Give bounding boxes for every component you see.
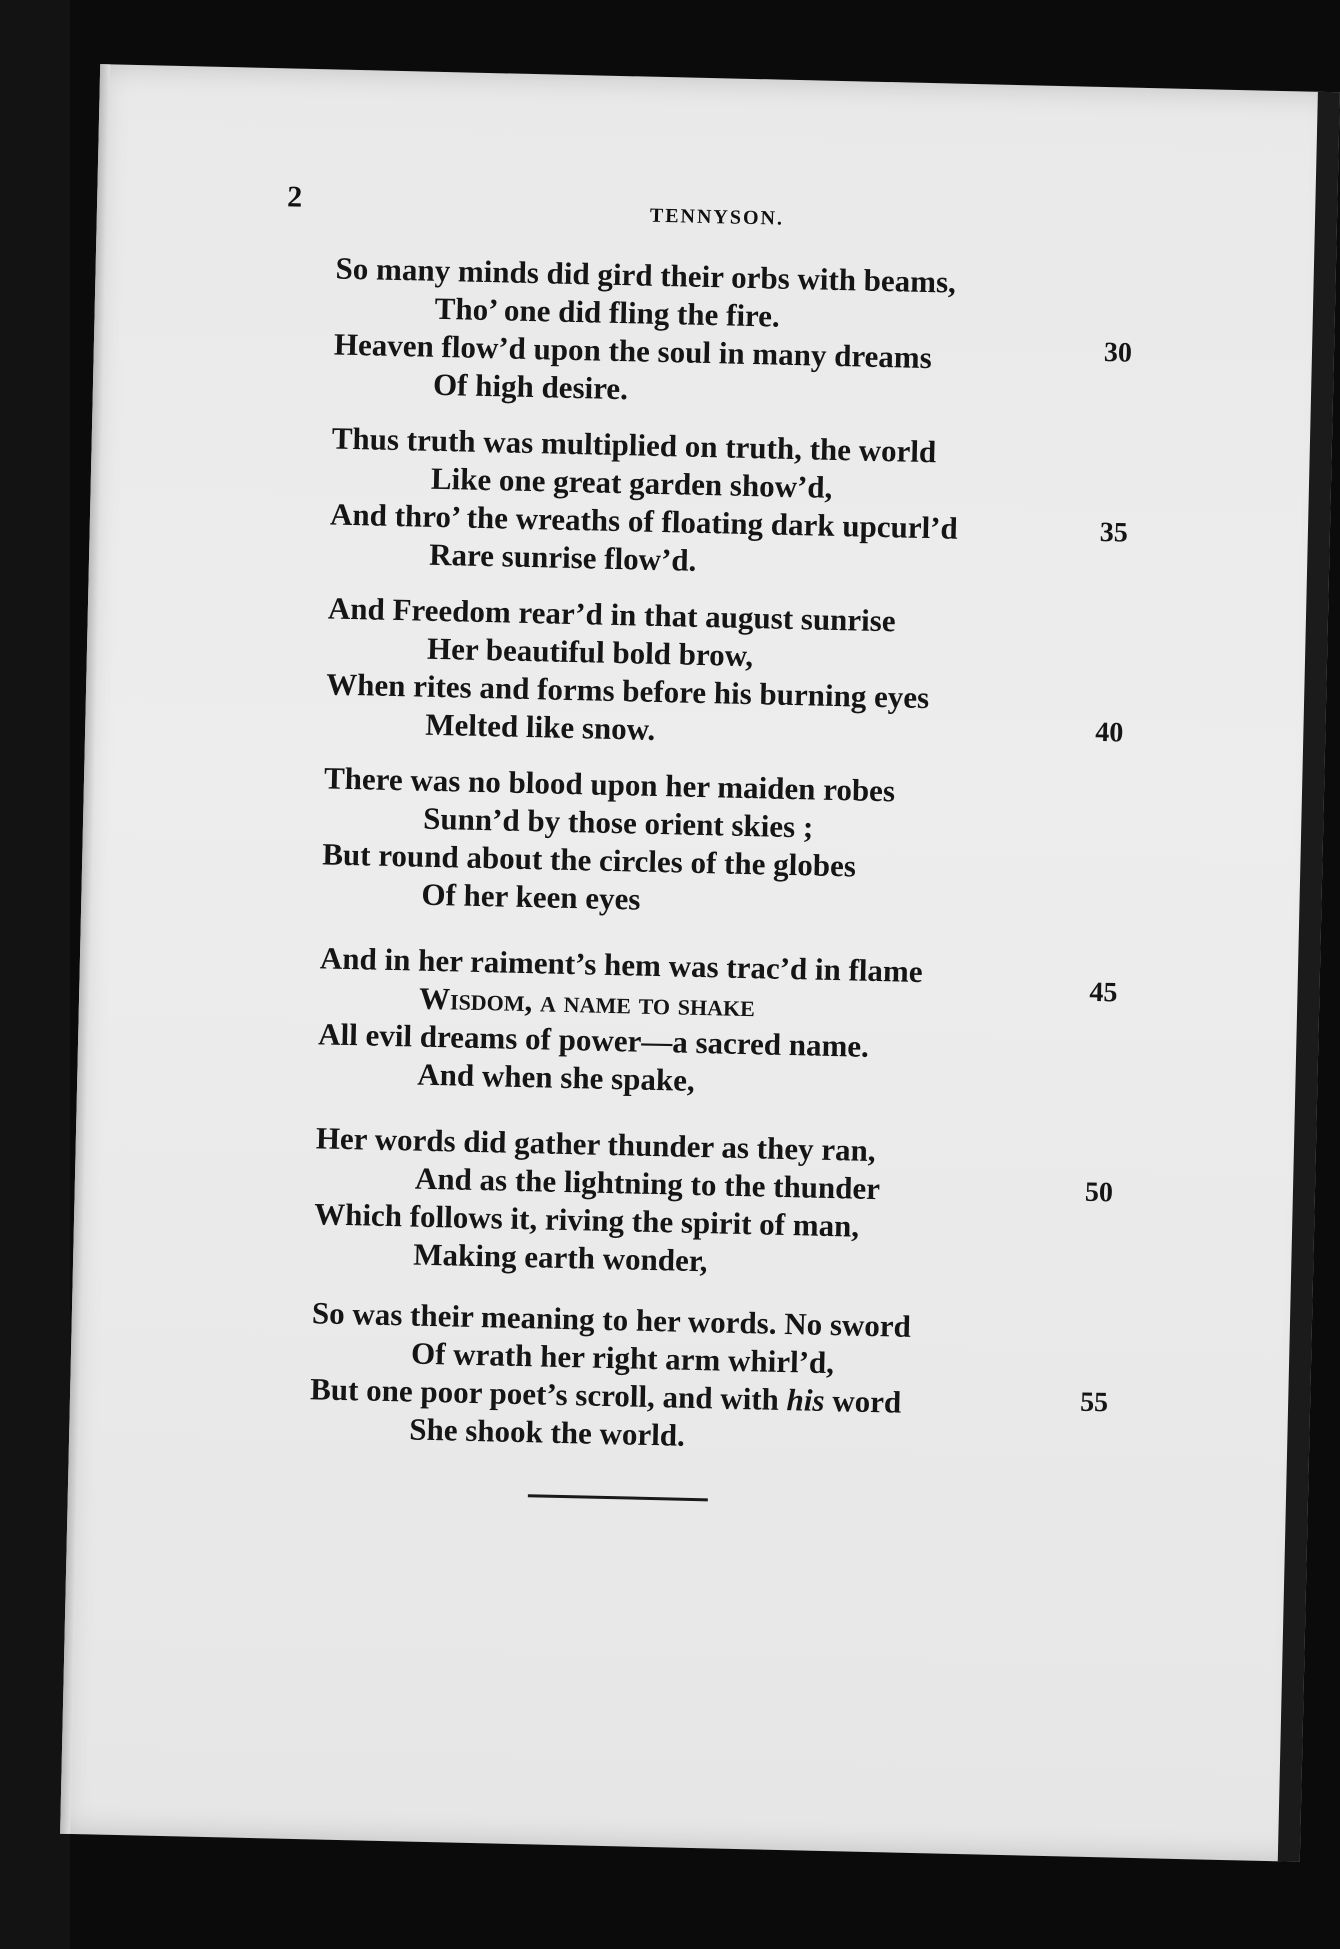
line-number: 55 (1079, 1386, 1109, 1419)
poem-line: And as the lightning to the thunder (414, 1160, 881, 1207)
poem-line: Of her keen eyes (421, 876, 641, 917)
line-number: 30 (1103, 337, 1133, 369)
emphasis-word: his (786, 1382, 825, 1418)
poem-line: Melted like snow. (424, 706, 656, 747)
running-head: TENNYSON. (649, 204, 785, 230)
poem-line: Heaven flow’d upon the soul in many dreams (333, 326, 933, 376)
poem-line: Of wrath her right arm whirl’d, (410, 1335, 835, 1381)
line-number: 40 (1094, 716, 1124, 749)
poem-line: When rites and forms before his burning eyes (325, 666, 930, 716)
poem-line: Like one great garden show’d, (430, 460, 833, 505)
stanza-4 (321, 759, 1044, 927)
page-number: 2 (286, 180, 303, 214)
poem-line: Which follows it, riving the spirit of man, (313, 1196, 860, 1244)
poem-line: Her words did gather thunder as they ran, (315, 1120, 876, 1169)
poem-line: All evil dreams of power—a sacred name. (317, 1016, 870, 1064)
line-number: 45 (1089, 976, 1118, 1009)
poem-line: Of high desire. (432, 366, 629, 407)
poem-line: And in her raiment’s hem was trac’d in flame (319, 940, 923, 990)
poem-line: There was no blood upon her maiden robes (323, 760, 896, 809)
poem-line: But one poor poet’s scroll, and with his word (309, 1371, 902, 1420)
stanza-2 (329, 420, 1052, 588)
line-number: 35 (1099, 516, 1129, 549)
stanza-5 (317, 939, 1040, 1107)
line-number: 50 (1084, 1176, 1114, 1209)
poem-line: So was their meaning to her words. No sword (311, 1295, 912, 1344)
poem-line: And Freedom rear’d in that august sunrise (327, 590, 896, 639)
poem-line: She shook the world. (408, 1411, 686, 1453)
book-page (60, 64, 1340, 1862)
stanza-3 (325, 589, 1048, 757)
poem-line: Thus truth was multiplied on truth, the world (331, 420, 937, 470)
poem-line: Her beautiful bold brow, (426, 630, 754, 674)
poem-line: Wisdom, a name to shake (418, 980, 756, 1024)
poem-line: Making earth wonder, (412, 1236, 708, 1279)
poem-line: And thro’ the wreaths of floating dark upcurl’d (329, 496, 959, 546)
stanza-6 (313, 1119, 1036, 1287)
poem-line: So many minds did gird their orbs with beams, (335, 250, 957, 300)
scan-margin-left (0, 0, 70, 1949)
poem-line: Tho’ one did fling the fire. (434, 290, 781, 334)
stanza-1 (333, 250, 1056, 418)
poem-line: And when she spake, (417, 1056, 696, 1098)
poem-line: But round about the circles of the globes (321, 836, 857, 884)
poem-line: Rare sunrise flow’d. (428, 536, 697, 578)
poem-line: Sunn’d by those orient skies ; (422, 800, 814, 845)
